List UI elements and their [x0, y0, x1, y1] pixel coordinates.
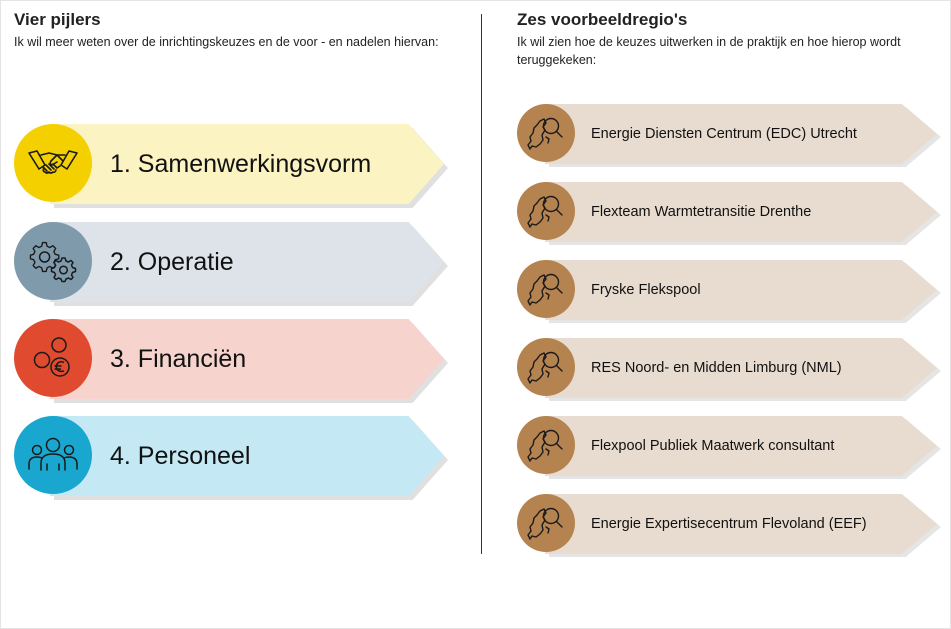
region-res-nml[interactable] [517, 338, 937, 398]
map-search-icon [517, 260, 575, 318]
map-search-icon [517, 338, 575, 396]
region-flexpool-publiek-maatwerk[interactable] [517, 416, 937, 476]
map-search-icon [517, 416, 575, 474]
map-search-icon [517, 182, 575, 240]
region-label: Flexpool Publiek Maatwerk consultant [591, 438, 835, 454]
pillar-label: 1. Samenwerkingsvorm [110, 150, 372, 178]
region-drenthe[interactable] [517, 182, 937, 242]
region-label: Energie Diensten Centrum (EDC) Utrecht [591, 126, 857, 142]
gears-icon [14, 222, 92, 300]
region-label: Energie Expertisecentrum Flevoland (EEF) [591, 516, 867, 532]
handshake-icon [14, 124, 92, 202]
pillar-label: 3. Financiën [110, 345, 247, 373]
column-divider [481, 14, 482, 554]
pillar-label: 2. Operatie [110, 248, 234, 276]
pillar-financien[interactable] [14, 319, 444, 399]
pillar-personeel[interactable] [14, 416, 444, 496]
pillar-samenwerkingsvorm[interactable] [14, 124, 444, 204]
left-subtitle: Ik wil meer weten over de inrichtingskeuzes en de voor - en nadelen hiervan: [14, 35, 439, 49]
map-search-icon [517, 494, 575, 552]
region-label: Flexteam Warmtetransitie Drenthe [591, 204, 812, 220]
map-search-icon [517, 104, 575, 162]
region-label: RES Noord- en Midden Limburg (NML) [591, 360, 842, 376]
left-title: Vier pijlers [14, 10, 101, 29]
region-fryske-flekspool[interactable] [517, 260, 937, 320]
region-label: Fryske Flekspool [591, 282, 701, 298]
pillar-operatie[interactable] [14, 222, 444, 302]
right-title: Zes voorbeeldregio's [517, 10, 688, 29]
coins-euro-icon [14, 319, 92, 397]
right-subtitle: Ik wil zien hoe de keuzes uitwerken in de praktijk en hoe hierop wordt teruggekeken: [517, 35, 901, 67]
region-edc-utrecht[interactable] [517, 104, 937, 164]
pillar-label: 4. Personeel [110, 442, 251, 470]
people-group-icon [14, 416, 92, 494]
region-eef-flevoland[interactable] [517, 494, 937, 554]
